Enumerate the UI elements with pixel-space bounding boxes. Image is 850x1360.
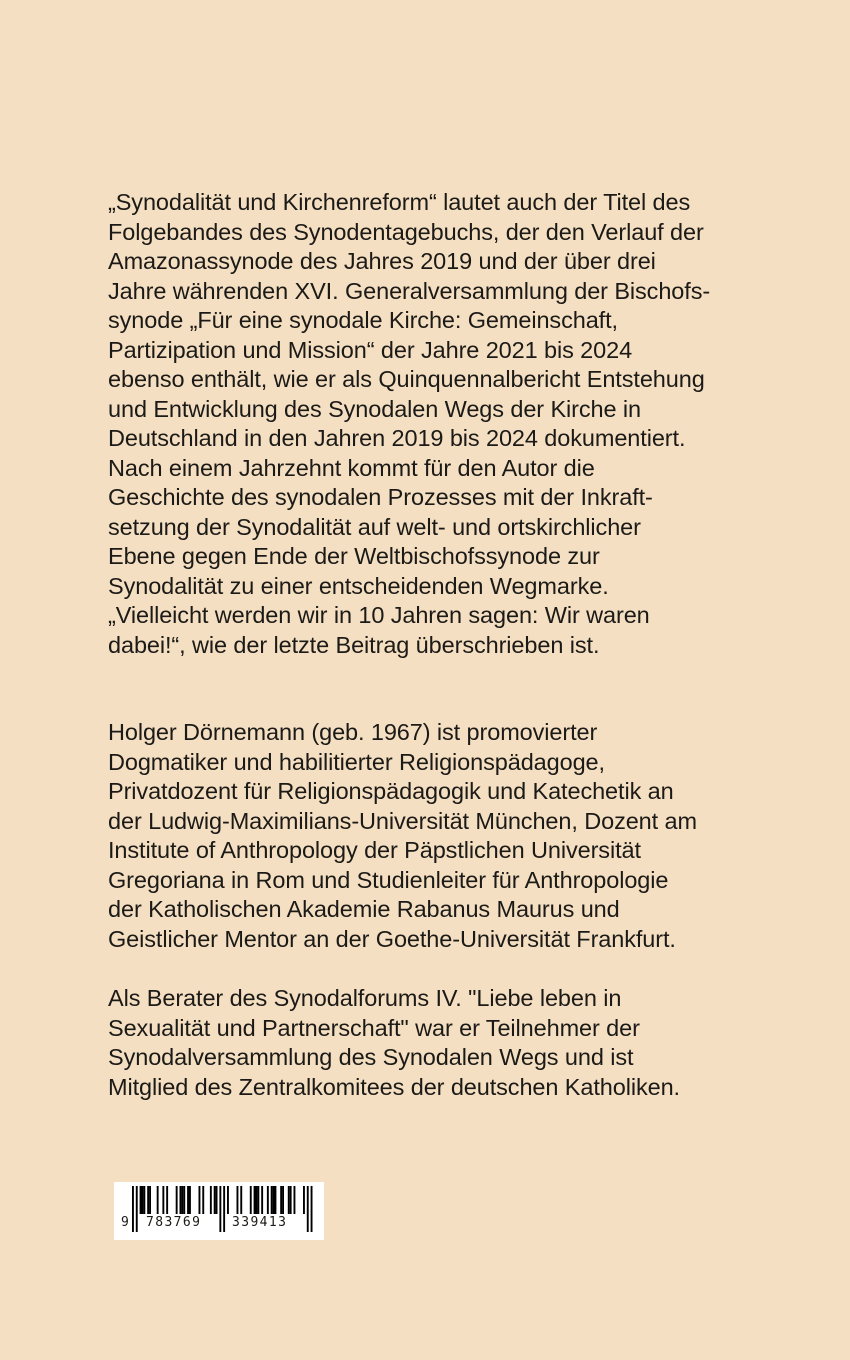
barcode-bar — [271, 1186, 273, 1214]
blurb-line: dabei!“, wie der letzte Beitrag überschrieben ist. — [108, 631, 600, 658]
bio-role-line: Sexualität und Partnerschaft" war er Teilnehmer der — [108, 1014, 640, 1041]
blurb-line: Synodalität zu einer entscheidenden Wegmarke. — [108, 572, 609, 599]
barcode-digit-group-left: 783769 — [146, 1215, 202, 1230]
bio-line: Gregoriana in Rom und Studienleiter für Anthropologie — [108, 866, 669, 893]
blurb-line: setzung der Synodalität auf welt- und ortskirchlicher — [108, 513, 641, 540]
barcode-bar — [257, 1186, 259, 1214]
barcode-bar — [294, 1186, 296, 1214]
barcode-bar — [261, 1186, 263, 1214]
barcode-bar — [181, 1186, 183, 1214]
bio-line: Geistlicher Mentor an der Goethe-Universität Frankfurt. — [108, 925, 676, 952]
barcode-bar — [267, 1186, 269, 1214]
blurb-line: Nach einem Jahrzehnt kommt für den Autor die — [108, 454, 595, 481]
author-bio — [108, 718, 748, 954]
blurb-line: und Entwicklung des Synodalen Wegs der Kirche in — [108, 395, 641, 422]
barcode-bar — [202, 1186, 204, 1214]
bio-line: Institute of Anthropology der Päpstlichen Universität — [108, 837, 641, 863]
barcode-bar — [240, 1186, 242, 1214]
barcode-bars — [114, 1182, 324, 1240]
barcode-bar — [210, 1186, 212, 1214]
blurb-line: Deutschland in den Jahren 2019 bis 2024 dokumentiert. — [108, 425, 686, 451]
isbn-barcode — [114, 1182, 324, 1240]
blurb-line: Ebene gegen Ende der Weltbischofssynode zur — [108, 543, 600, 569]
blurb-line: Amazonassynode des Jahres 2019 und der über drei — [108, 248, 656, 274]
blurb-line: Partizipation und Mission“ der Jahre 2021 bis 2024 — [108, 336, 633, 363]
barcode-bar — [162, 1186, 164, 1214]
barcode-bar — [140, 1186, 142, 1214]
barcode-bar — [237, 1186, 239, 1214]
blurb-line: „Synodalität und Kirchenreform“ lautet auch der Titel des — [108, 189, 691, 215]
barcode-bar — [199, 1186, 201, 1214]
blurb-line: Geschichte des synodalen Prozesses mit der Inkraft- — [108, 484, 653, 510]
barcode-lead-digit: 9 — [121, 1215, 129, 1230]
barcode-bar — [273, 1186, 275, 1214]
barcode-bar — [136, 1186, 138, 1232]
barcode-bar — [183, 1186, 185, 1214]
barcode-bar — [223, 1186, 225, 1232]
barcode-bar — [147, 1186, 149, 1214]
barcode-bar — [227, 1186, 229, 1214]
bio-line: der Ludwig-Maximilians-Universität München, Dozent am — [108, 807, 697, 834]
barcode-bar — [149, 1186, 151, 1214]
barcode-bar — [219, 1186, 221, 1232]
barcode-bar — [250, 1186, 252, 1214]
barcode-bar — [275, 1186, 277, 1214]
barcode-bar — [176, 1186, 178, 1214]
bio-line: Holger Dörnemann (geb. 1967) ist promovierter — [108, 719, 598, 745]
barcode-digit-group-right: 339413 — [232, 1215, 288, 1230]
barcode-bar — [256, 1186, 258, 1214]
barcode-bar — [142, 1186, 144, 1214]
bio-role-line: Mitglied des Zentralkomitees der deutschen Katholiken. — [108, 1073, 680, 1100]
barcode-bar — [157, 1186, 159, 1214]
bio-role-line: Synodalversammlung des Synodalen Wegs und ist — [108, 1044, 634, 1070]
barcode-bar — [290, 1186, 292, 1214]
blurb-line: Folgebandes des Synodentagebuchs, der den Verlauf der — [108, 218, 704, 245]
blurb-line: ebenso enthält, wie er als Quinquennalbericht Entstehung — [108, 366, 705, 392]
author-bio-synodal-role — [108, 984, 748, 1102]
barcode-bar — [288, 1186, 290, 1214]
barcode-bar — [143, 1186, 145, 1214]
barcode-bar — [303, 1186, 305, 1214]
bio-line: Dogmatiker und habilitierter Religionspädagoge, — [108, 748, 605, 775]
blurb-line: synode „Für eine synodale Kirche: Gemeinschaft, — [108, 307, 618, 333]
bio-role-line: Als Berater des Synodalforums IV. "Liebe leben in — [108, 985, 622, 1011]
bio-line: der Katholischen Akademie Rabanus Maurus und — [108, 896, 620, 922]
barcode-bar — [311, 1186, 313, 1232]
barcode-bar — [307, 1186, 309, 1232]
barcode-bar — [180, 1186, 182, 1214]
bio-line: Privatdozent für Religionspädagogik und Katechetik an — [108, 778, 674, 804]
barcode-bar — [254, 1186, 256, 1214]
barcode-bar — [216, 1186, 218, 1214]
barcode-bar — [187, 1186, 189, 1214]
barcode-bar — [189, 1186, 191, 1214]
book-blurb — [108, 188, 748, 660]
blurb-line: Jahre währenden XVI. Generalversammlung der Bischofs- — [108, 277, 711, 304]
barcode-bar — [282, 1186, 284, 1214]
barcode-bar — [132, 1186, 134, 1232]
barcode-bar — [280, 1186, 282, 1214]
blurb-line: „Vielleicht werden wir in 10 Jahren sagen: Wir waren — [108, 602, 650, 628]
barcode-bar — [166, 1186, 168, 1214]
barcode-bar — [214, 1186, 216, 1214]
